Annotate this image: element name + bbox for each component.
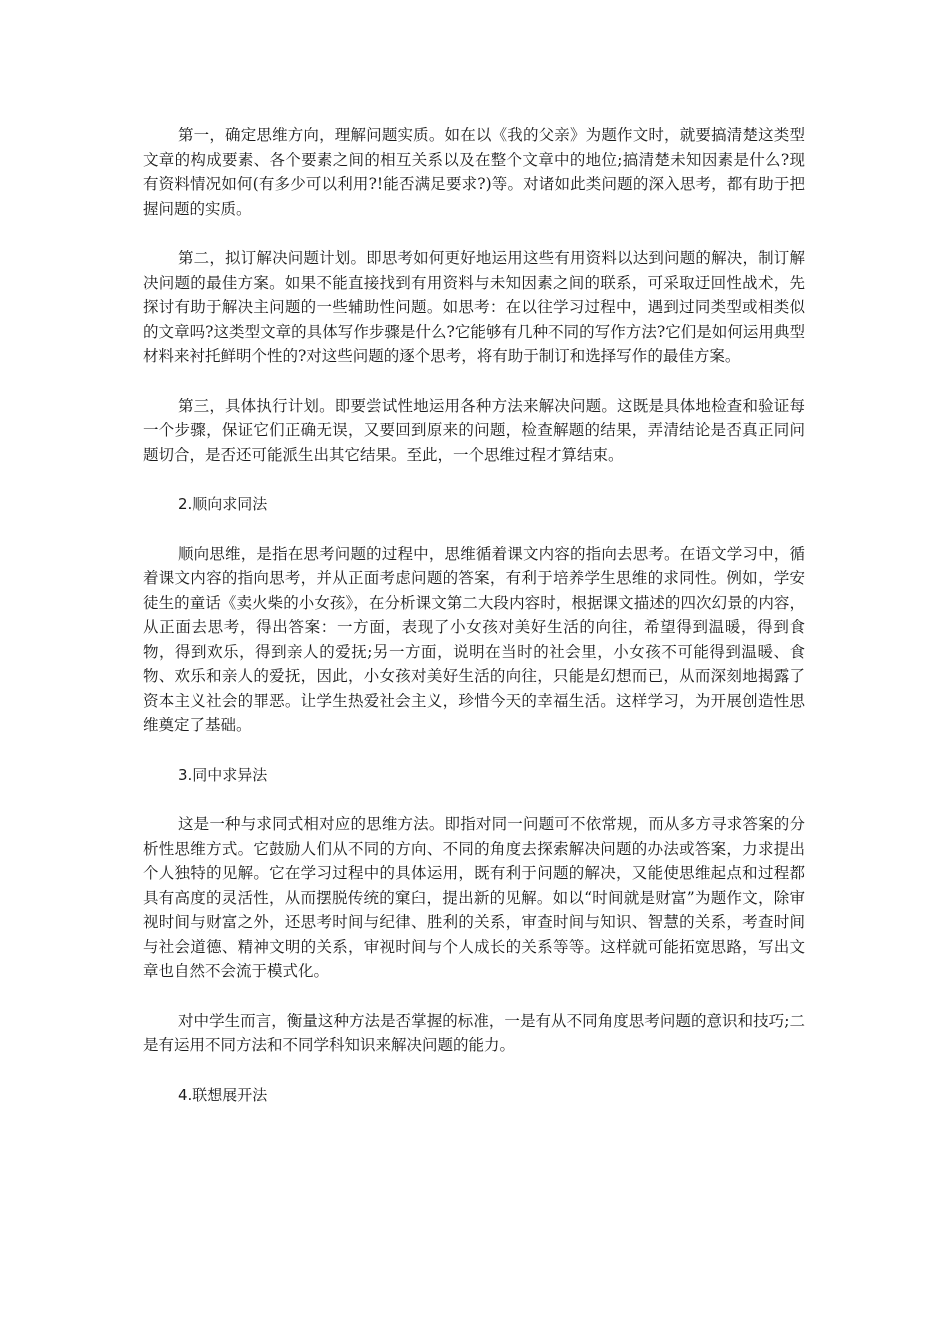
paragraph-evaluation-criteria: 对中学生而言，衡量这种方法是否掌握的标准，一是有从不同角度思考问题的意识和技巧;二是有运用不同方法和不同学科知识来解决问题的能力。 — [143, 1011, 805, 1054]
section-heading-2: 2.顺向求同法 — [178, 495, 268, 513]
section-heading-4: 4.联想展开法 — [178, 1085, 268, 1104]
section-heading-3: 3.同中求异法 — [178, 765, 268, 784]
paragraph-step-three: 第三，具体执行计划。即要尝试性地运用各种方法来解决问题。这既是具体地检查和验证每一个步骤，保证它们正确无误，又要回到原来的问题，检查解题的结果，弄清结论是否真正同问题切合，是否还可能派生出其它结果。至此，一个思维过程才算结束。 — [143, 396, 805, 464]
paragraph-forward-thinking: 顺向思维，是指在思考问题的过程中，思维循着课文内容的指向去思考。在语文学习中，循着课文内容的指向思考，并从正面考虑问题的答案，有利于培养学生思维的求同性。例如，学安徒生的童话《卖火柴的小女孩》，在分析课文第二大段内容时，根据课文描述的四次幻景的内容，从正面去思考，得出答案：一方面，表现了小女孩对美好生活的向往，希望得到温暖，得到食物，得到欢乐，得到亲人的爱抚;另一方面，说明在当时的社会里，小女孩不可能得到温暖、食物、欢乐和亲人的爱抚，因此，小女孩对美好生活的向往，只能是幻想而已，从而深刻地揭露了资本主义社会的罪恶。让学生热爱社会主义，珍惜今天的幸福生活。这样学习，为开展创造性思维奠定了基础。 — [143, 544, 805, 734]
paragraph-divergent-thinking: 这是一种与求同式相对应的思维方法。即指对同一问题可不依常规，而从多方寻求答案的分析性思维方式。它鼓励人们从不同的方向、不同的角度去探索解决问题的办法或答案，力求提出个人独特的见解。它在学习过程中的具体运用，既有利于问题的解决，又能使思维起点和过程都具有高度的灵活性，从而摆脱传统的窠臼，提出新的见解。如以“时间就是财富”为题作文，除审视时间与财富之外，还思考时间与纪律、胜利的关系，审查时间与知识、智慧的关系，考查时间与社会道德、精神文明的关系，审视时间与个人成长的关系等等。这样就可能拓宽思路，写出文章也自然不会流于模式化。 — [143, 815, 805, 980]
document-body — [143, 123, 805, 1132]
paragraph-step-two: 第二，拟订解决问题计划。即思考如何更好地运用这些有用资料以达到问题的解决，制订解决问题的最佳方案。如果不能直接找到有用资料与未知因素之间的联系，可采取迂回性战术，先探讨有助于解决主问题的一些辅助性问题。如思考：在以往学习过程中，遇到过同类型或相类似的文章吗?这类型文章的具体写作步骤是什么?它能够有几种不同的写作方法?它们是如何运用典型材料来衬托鲜明个性的?对这些问题的逐个思考，将有助于制订和选择写作的最佳方案。 — [143, 249, 805, 365]
paragraph-step-one: 第一，确定思维方向，理解问题实质。如在以《我的父亲》为题作文时，就要搞清楚这类型文章的构成要素、各个要素之间的相互关系以及在整个文章中的地位;搞清楚未知因素是什么?现有资料情况如何(有多少可以利用?!能否满足要求?)等。对诸如此类问题的深入思考，都有助于把握问题的实质。 — [143, 126, 805, 218]
